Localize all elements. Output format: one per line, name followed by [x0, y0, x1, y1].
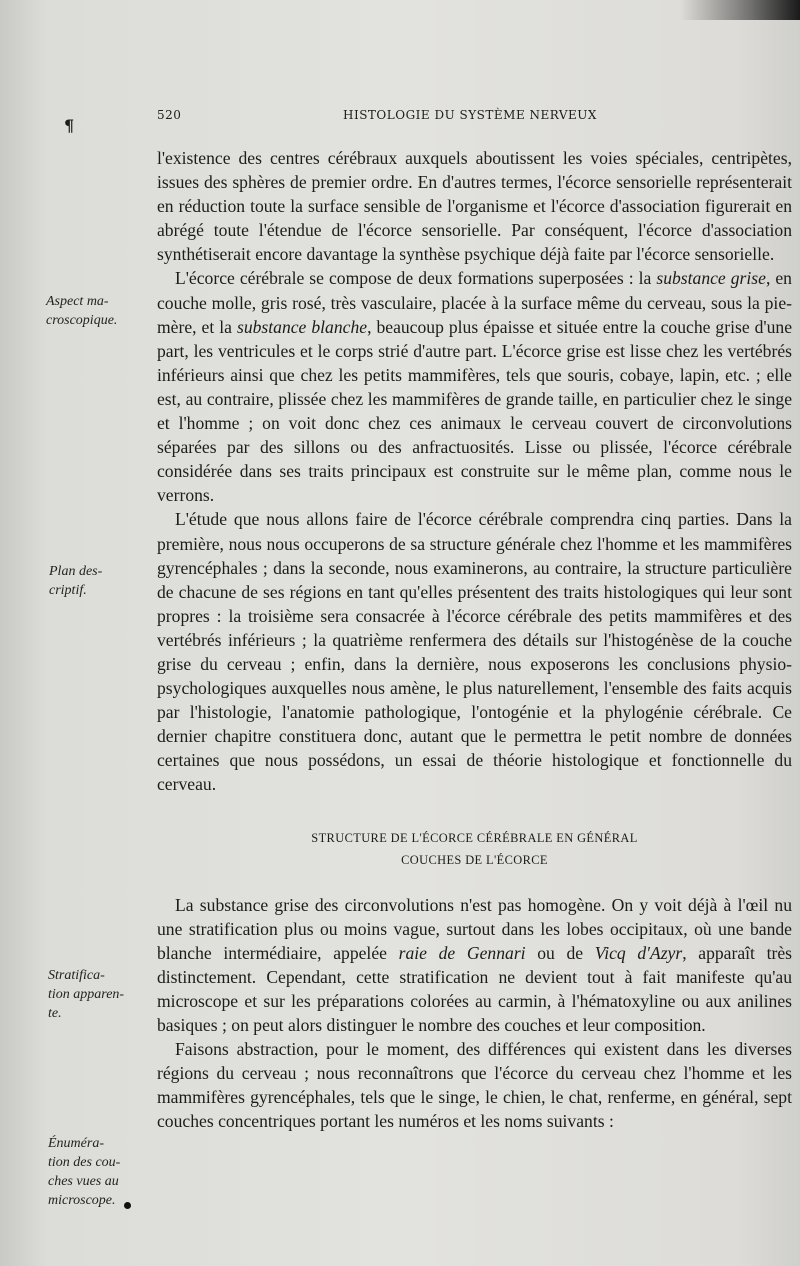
paragraph-1: l'existence des centres cérébraux auxquels aboutissent les voies spéciales, centripètes, issues des sphères de premier ordre. En d'autres termes, l'écorce sensorielle représenterait en réduction toute la surface sensible de l'organisme et l'écorce d'association figurerait en abrégé toute l'étendue de l'écorce sensorielle. Par conséquent, l'écorce d'association synthétiserait encore davantage la synthèse psychique déjà faite par l'écorce sensorielle.	[157, 148, 792, 265]
page-number: 520	[157, 108, 182, 122]
paragraph-5: Faisons abstraction, pour le moment, des différences qui existent dans les diverses régions du cerveau ; nous reconnaîtrons que l'écorce du cerveau chez l'homme et les mammifères gyrencéphales, tels que le singe, le chien, le chat, renferme, en général, sept couches concentriques portant les numéros et les noms suivants :	[157, 1039, 792, 1132]
running-title: HISTOLOGIE DU SYSTÈME NERVEUX	[343, 108, 597, 122]
margin-note-stratification: Stratifica- tion apparen- te.	[48, 968, 125, 1021]
page-corner-shadow	[680, 0, 800, 20]
section-title: STRUCTURE DE L'ÉCORCE CÉRÉBRALE EN GÉNÉRAL	[311, 830, 638, 845]
bullet-dot	[124, 1202, 131, 1209]
margin-note-enumeration: Énuméra- tion des cou- ches vues au microscope.	[48, 1136, 121, 1208]
p2-emphasis-substance-grise: substance grise	[656, 268, 766, 289]
p2-text-a: L'écorce cérébrale se compose de deux formations superposées : la	[175, 268, 657, 289]
p4-emphasis-vicq-dazyr: Vicq d'Azyr	[594, 942, 683, 963]
p2-text-b: , en couche molle, gris rosé, très vasculaire, placée à la surface même du cerveau, sous la pie-mère, et la	[157, 268, 792, 337]
body-text	[157, 146, 792, 1133]
paragraph-3: L'étude que nous allons faire de l'écorce cérébrale comprendra cinq parties. Dans la première, nous nous occuperons de sa structure générale chez l'homme et les mammifères gyrencéphales ; dans la seconde, nous examinerons, au contraire, la structure particulière de chacune de ses régions en tant qu'elles présentent des traits histologiques qui leur sont propres : la troisième sera consacrée à l'écorce cérébrale des petits mammifères et des vertébrés inférieurs ; la quatrième renfermera des détails sur l'histogénèse de la couche grise du cerveau ; enfin, dans la dernière, nous exposerons les conclusions physio-psychologiques auxquelles nous amène, le plus naturellement, l'ensemble des faits acquis par l'histologie, l'anatomie pathologique, l'ontogénie et la phylogénie cérébrale. Ce dernier chapitre constituera donc, autant que le permettra le petit nombre de données certaines que nous possédons, un essai de théorie histologique et fonctionnelle du cerveau.	[157, 509, 792, 795]
p4-text-c: , apparaît très distinctement. Cependant, cette stratification ne devient tout à fait manifeste qu'au microscope et sur les préparations colorées au carmin, à l'hématoxyline ou aux anilines basiques ; on peut alors distinguer le nombre des couches et leur composition.	[157, 942, 792, 1035]
p2-emphasis-substance-blanche: substance blanche	[236, 316, 368, 337]
p4-text-b: ou de	[525, 942, 595, 963]
p4-text-a: La substance grise des circonvolutions n'est pas homogène. On y voit déjà à l'œil nu une stratification plus ou moins vague, surtout dans les lobes occipitaux, où une bande blanche intermédiaire, appelée	[157, 894, 792, 963]
paragraph-2	[157, 266, 792, 507]
p2-text-c: , beaucoup plus épaisse et située entre la couche grise d'une part, les ventricules et le corps strié d'autre part. L'écorce grise est lisse chez les vertébrés inférieurs ainsi que chez les petits mammifères, tels que souris, cobaye, lapin, etc. ; elle est, au contraire, plissée chez les mammifères de grande taille, en particulier chez le singe et l'homme ; on voit donc chez ces animaux le cerveau couvert de circonvolutions séparées par des sillons ou des anfractuosités. Lisse ou plissée, l'écorce cérébrale considérée dans ses traits principaux est construite sur le même plan, comme nous le verrons.	[157, 316, 792, 506]
corner-mark: ¶	[64, 116, 75, 135]
paragraph-4	[157, 893, 792, 1038]
section-subtitle: COUCHES DE L'ÉCORCE	[401, 852, 548, 867]
margin-note-aspect: Aspect ma- croscopique.	[46, 294, 118, 328]
section-heading	[157, 827, 792, 871]
margin-note-plan: Plan des- criptif.	[49, 564, 103, 598]
p4-emphasis-gennari: raie de Gennari	[398, 942, 526, 963]
running-header	[157, 108, 607, 128]
